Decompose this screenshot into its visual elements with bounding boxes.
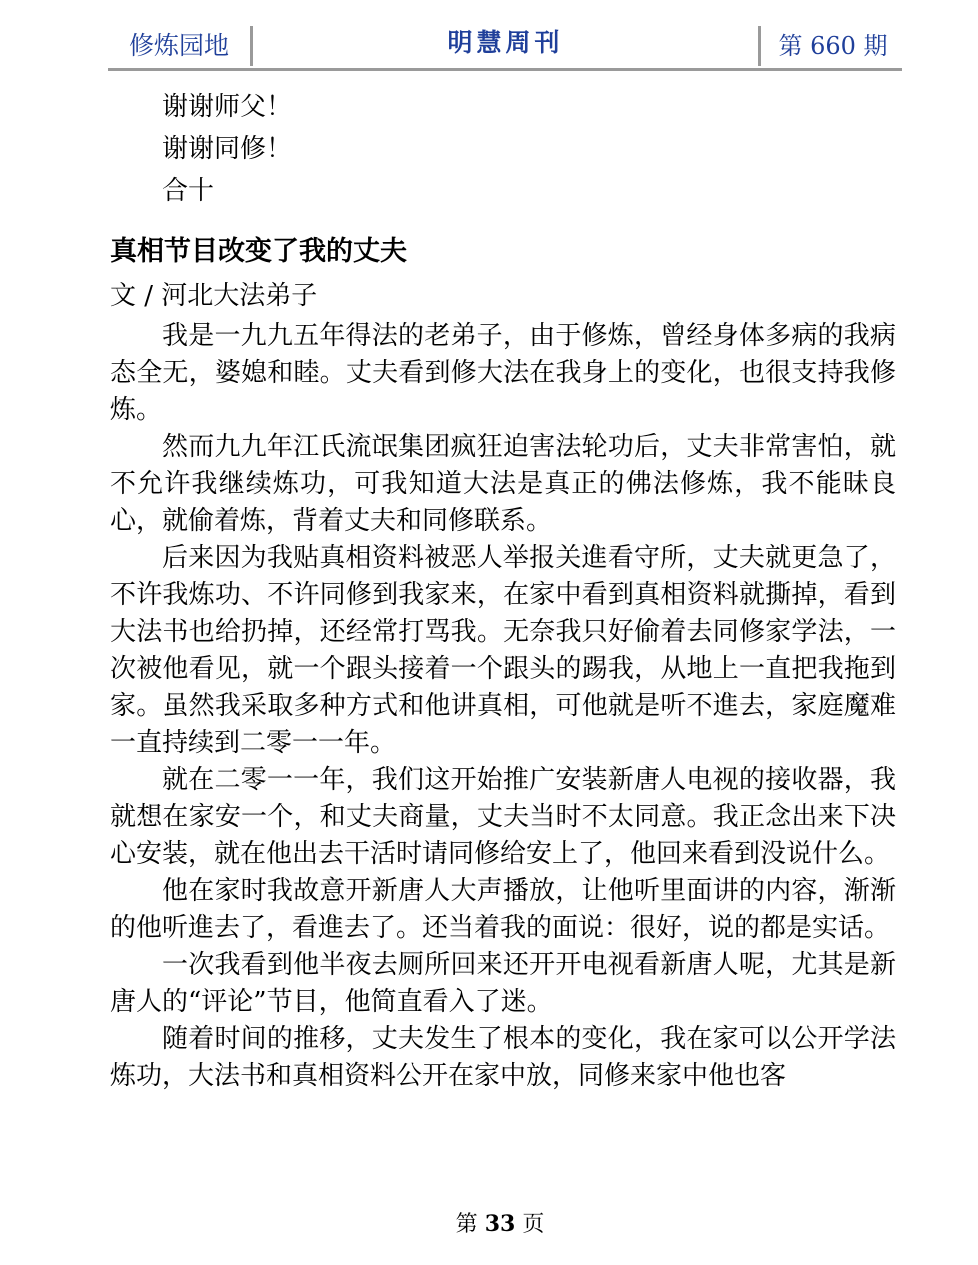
closing-line: 合十	[162, 176, 215, 206]
page-suffix: 页	[522, 1212, 545, 1237]
article-author: 文 / 河北大法弟子	[110, 281, 318, 311]
article-title: 真相节目改变了我的丈夫	[110, 236, 407, 267]
publication-title: 明慧周刊	[447, 28, 564, 57]
page-number-value: 33	[484, 1211, 516, 1237]
page-prefix: 第	[455, 1212, 478, 1237]
page-number	[0, 1208, 978, 1241]
issue-number: 第 660 期	[758, 26, 905, 66]
closing-line: 谢谢师父！	[162, 92, 293, 122]
article-paragraph: 随着时间的推移，丈夫发生了根本的变化，我在家可以公开学法炼功，大法书和真相资料公开在家中放，同修来家中他也客	[110, 1024, 896, 1091]
page-header	[108, 26, 902, 71]
closing-line: 谢谢同修！	[162, 134, 293, 164]
page-content	[110, 86, 896, 1095]
article-paragraph: 他在家时我故意开新唐人大声播放，让他听里面讲的内容，渐渐的他听進去了，看進去了。还当着我的面说：很好，说的都是实话。	[110, 876, 896, 943]
article-paragraph: 后来因为我贴真相资料被恶人举报关進看守所，丈夫就更急了，不许我炼功、不许同修到我家来，在家中看到真相资料就撕掉，看到大法书也给扔掉，还经常打骂我。无奈我只好偷着去同修家学法，一次被他看见，就一个跟头接着一个跟头的踢我，从地上一直把我拖到家。虽然我采取多种方式和他讲真相，可他就是听不進去，家庭魔难一直持续到二零一一年。	[110, 543, 896, 758]
article-paragraph: 就在二零一一年，我们这开始推广安装新唐人电视的接收器，我就想在家安一个，和丈夫商量，丈夫当时不太同意。我正念出来下决心安装，就在他出去干活时请同修给安上了，他回来看到没说什么。	[110, 765, 896, 869]
article-paragraph: 然而九九年江氏流氓集团疯狂迫害法轮功后，丈夫非常害怕，就不允许我继续炼功，可我知道大法是真正的佛法修炼，我不能昧良心，就偷着炼，背着丈夫和同修联系。	[110, 432, 896, 536]
section-label: 修炼园地	[108, 26, 253, 66]
article-paragraph: 一次我看到他半夜去厕所回来还开开电视看新唐人呢，尤其是新唐人的“评论”节目，他简直看入了迷。	[110, 950, 896, 1017]
article-paragraph: 我是一九九五年得法的老弟子，由于修炼，曾经身体多病的我病态全无，婆媳和睦。丈夫看到修大法在我身上的变化，也很支持我修炼。	[110, 321, 896, 425]
